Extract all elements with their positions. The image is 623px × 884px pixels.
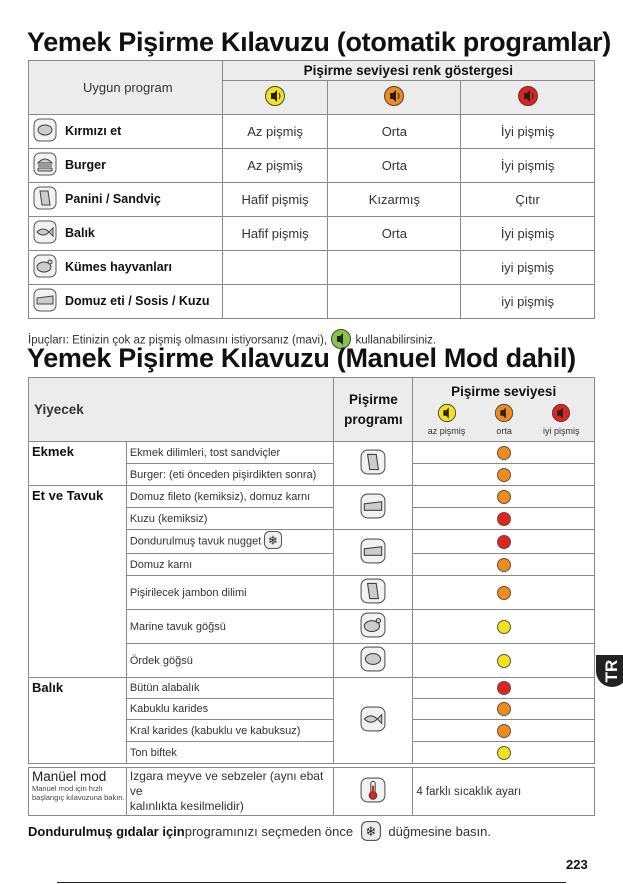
orange-dot: [497, 468, 511, 482]
col-prog-header: [334, 378, 413, 442]
red-dot: [497, 681, 511, 695]
red-sound-light-icon: [551, 403, 571, 423]
level-red: [543, 403, 580, 436]
program-name: Balık: [65, 225, 95, 240]
level-b: [328, 251, 461, 285]
snowflake-icon: [264, 531, 282, 552]
frozen-food-note: [28, 821, 491, 844]
orange-dot: [497, 702, 511, 716]
manual-desc-line1: Izgara meyve ve sebzeler (aynı ebat ve: [129, 769, 324, 798]
level-yellow: [428, 403, 466, 436]
red-dot: [497, 512, 511, 526]
manual-mode-cell: [29, 768, 127, 816]
level-cell: [413, 508, 595, 530]
red-dot: [497, 535, 511, 549]
category-fish: Balık: [29, 678, 127, 764]
level-a: [222, 251, 328, 285]
level-icon-red: [461, 81, 595, 115]
level-a: Hafif pişmiş: [222, 183, 328, 217]
snowflake-icon: [361, 821, 381, 844]
col-prog-line1: Pişirme: [348, 391, 398, 407]
manual-mode-title: Manüel mod: [32, 769, 107, 784]
poultry-program-icon: [334, 610, 413, 644]
yellow-dot: [497, 654, 511, 668]
food-item: Burger: (eti önceden pişirdikten sonra): [126, 464, 334, 486]
orange-dot: [497, 586, 511, 600]
food-item: Bütün alabalık: [126, 678, 334, 699]
level-b: Orta: [328, 115, 461, 149]
col-level-header-2: [413, 378, 595, 442]
level-c: Çıtır: [461, 183, 595, 217]
fish-program-icon: [334, 678, 413, 764]
level-c: İyi pişmiş: [461, 217, 595, 251]
food-item: Marine tavuk göğsü: [126, 610, 334, 644]
food-item: Domuz karnı: [126, 554, 334, 576]
table-row: [29, 149, 595, 183]
table-row: [29, 678, 595, 699]
manual-guide-table: [28, 377, 595, 764]
level-label-a: az pişmiş: [427, 425, 466, 436]
level-a: Hafif pişmiş: [222, 217, 328, 251]
frozen-note-end: düğmesine basın.: [388, 823, 491, 839]
svg-text:❄: ❄: [365, 825, 377, 840]
level-cell: [413, 678, 595, 699]
level-cell: [413, 699, 595, 720]
level-cell: [413, 742, 595, 764]
col-level-title: Pişirme seviyesi: [451, 383, 557, 399]
table-row: [29, 183, 595, 217]
level-icon-orange: [328, 81, 461, 115]
page-title-manual: Yemek Pişirme Kılavuzu (Manuel Mod dahil): [27, 343, 576, 373]
yellow-sound-light-icon: [437, 403, 457, 423]
red-sound-light-icon: [517, 85, 539, 107]
yellow-sound-light-icon: [264, 85, 286, 107]
steak-program-icon: [33, 118, 57, 145]
col-prog-line2: programı: [344, 411, 403, 427]
manual-desc-line2: kalınlıkta kesilmelidir): [129, 799, 244, 813]
frozen-note-mid: programınızı seçmeden önce: [184, 823, 354, 839]
pork-program-icon: [334, 530, 413, 576]
level-cell: [413, 554, 595, 576]
level-label-b: orta: [496, 425, 512, 436]
sandwich-program-icon: [33, 186, 57, 213]
level-cell: [413, 576, 595, 610]
food-item: Ekmek dilimleri, tost sandviçler: [126, 442, 334, 464]
page-title-automatic: Yemek Pişirme Kılavuzu (otomatik programlar): [27, 27, 611, 57]
orange-dot: [497, 558, 511, 572]
category-bread: Ekmek: [29, 442, 127, 486]
food-item: Ördek göğsü: [126, 644, 334, 678]
food-item: Domuz fileto (kemiksiz), domuz karnı: [126, 486, 334, 508]
level-b: [328, 285, 461, 319]
level-a: [222, 285, 328, 319]
level-c: İyi pişmiş: [461, 115, 595, 149]
sandwich-program-icon: [334, 442, 413, 486]
tip-text-before: İpuçları: Etinizin çok az pişmiş olmasını istiyorsanız (mavi),: [28, 334, 328, 347]
table-row: [29, 251, 595, 285]
thermometer-icon: [334, 768, 413, 816]
level-b: Orta: [328, 217, 461, 251]
level-b: Kızarmış: [328, 183, 461, 217]
program-name: Domuz eti / Sosis / Kuzu: [65, 293, 210, 308]
level-cell: [413, 644, 595, 678]
sandwich-program-icon: [334, 576, 413, 610]
level-c: iyi pişmiş: [461, 285, 595, 319]
food-item-label: Dondurulmuş tavuk nugget: [129, 535, 262, 548]
program-name: Panini / Sandviç: [65, 191, 161, 206]
orange-dot: [497, 724, 511, 738]
burger-program-icon: [33, 152, 57, 179]
category-meat: Et ve Tavuk: [29, 486, 127, 678]
food-item: Kabuklu karides: [126, 699, 334, 720]
table-row: [29, 486, 595, 508]
food-item: Ton biftek: [126, 742, 334, 764]
level-b: Orta: [328, 149, 461, 183]
steak-program-icon: [334, 644, 413, 678]
col-food-header: Yiyecek: [29, 378, 334, 442]
level-cell: [413, 442, 595, 464]
yellow-dot: [497, 746, 511, 760]
orange-sound-light-icon: [383, 85, 405, 107]
level-icon-yellow: [222, 81, 328, 115]
table-row: [29, 768, 595, 816]
pork-program-icon: [334, 486, 413, 530]
col-level-header: Pişirme seviyesi renk göstergesi: [222, 61, 594, 81]
program-name: Kırmızı et: [65, 123, 122, 138]
poultry-program-icon: [33, 254, 57, 281]
manual-mode-table: [28, 767, 595, 816]
level-a: Az pişmiş: [222, 115, 328, 149]
orange-dot: [497, 446, 511, 460]
manual-mode-sub1: Manuel mod için hızlı: [32, 784, 103, 793]
food-item: Pişirilecek jambon dilimi: [126, 576, 334, 610]
table-row: [29, 115, 595, 149]
level-a: Az pişmiş: [222, 149, 328, 183]
svg-text:❄: ❄: [268, 533, 279, 548]
level-cell: [413, 720, 595, 742]
program-name: Kümes hayvanları: [65, 259, 172, 274]
level-orange: [494, 403, 514, 436]
manual-mode-sub2: başlangıç kılavuzuna bakın.: [32, 793, 125, 802]
pork-program-icon: [33, 288, 57, 315]
food-item-nugget: [126, 530, 334, 554]
food-item: Kuzu (kemiksiz): [126, 508, 334, 530]
yellow-dot: [497, 620, 511, 634]
frozen-note-bold: Dondurulmuş gıdalar için: [28, 823, 185, 839]
auto-program-table: [28, 60, 595, 319]
food-item: Kral karides (kabuklu ve kabuksuz): [126, 720, 334, 742]
table-row: [29, 285, 595, 319]
bottom-rule: [57, 882, 566, 883]
level-cell: [413, 610, 595, 644]
tip-text-after: kullanabilirsiniz.: [355, 334, 437, 347]
manual-desc-cell: [126, 768, 334, 816]
col-program-header: Uygun program: [29, 61, 223, 115]
table-row: [29, 442, 595, 464]
level-cell: [413, 486, 595, 508]
level-c: iyi pişmiş: [461, 251, 595, 285]
orange-dot: [497, 490, 511, 504]
fish-program-icon: [33, 220, 57, 247]
table-row: [29, 217, 595, 251]
level-cell: [413, 530, 595, 554]
page-number: 223: [566, 857, 588, 872]
orange-sound-light-icon: [494, 403, 514, 423]
manual-level-text: 4 farklı sıcaklık ayarı: [413, 768, 595, 816]
level-cell: [413, 464, 595, 486]
language-tab: TR: [596, 655, 623, 687]
level-label-c: iyi pişmiş: [543, 425, 580, 436]
program-name: Burger: [65, 157, 106, 172]
level-icons-row: [413, 403, 594, 436]
level-c: İyi pişmiş: [461, 149, 595, 183]
